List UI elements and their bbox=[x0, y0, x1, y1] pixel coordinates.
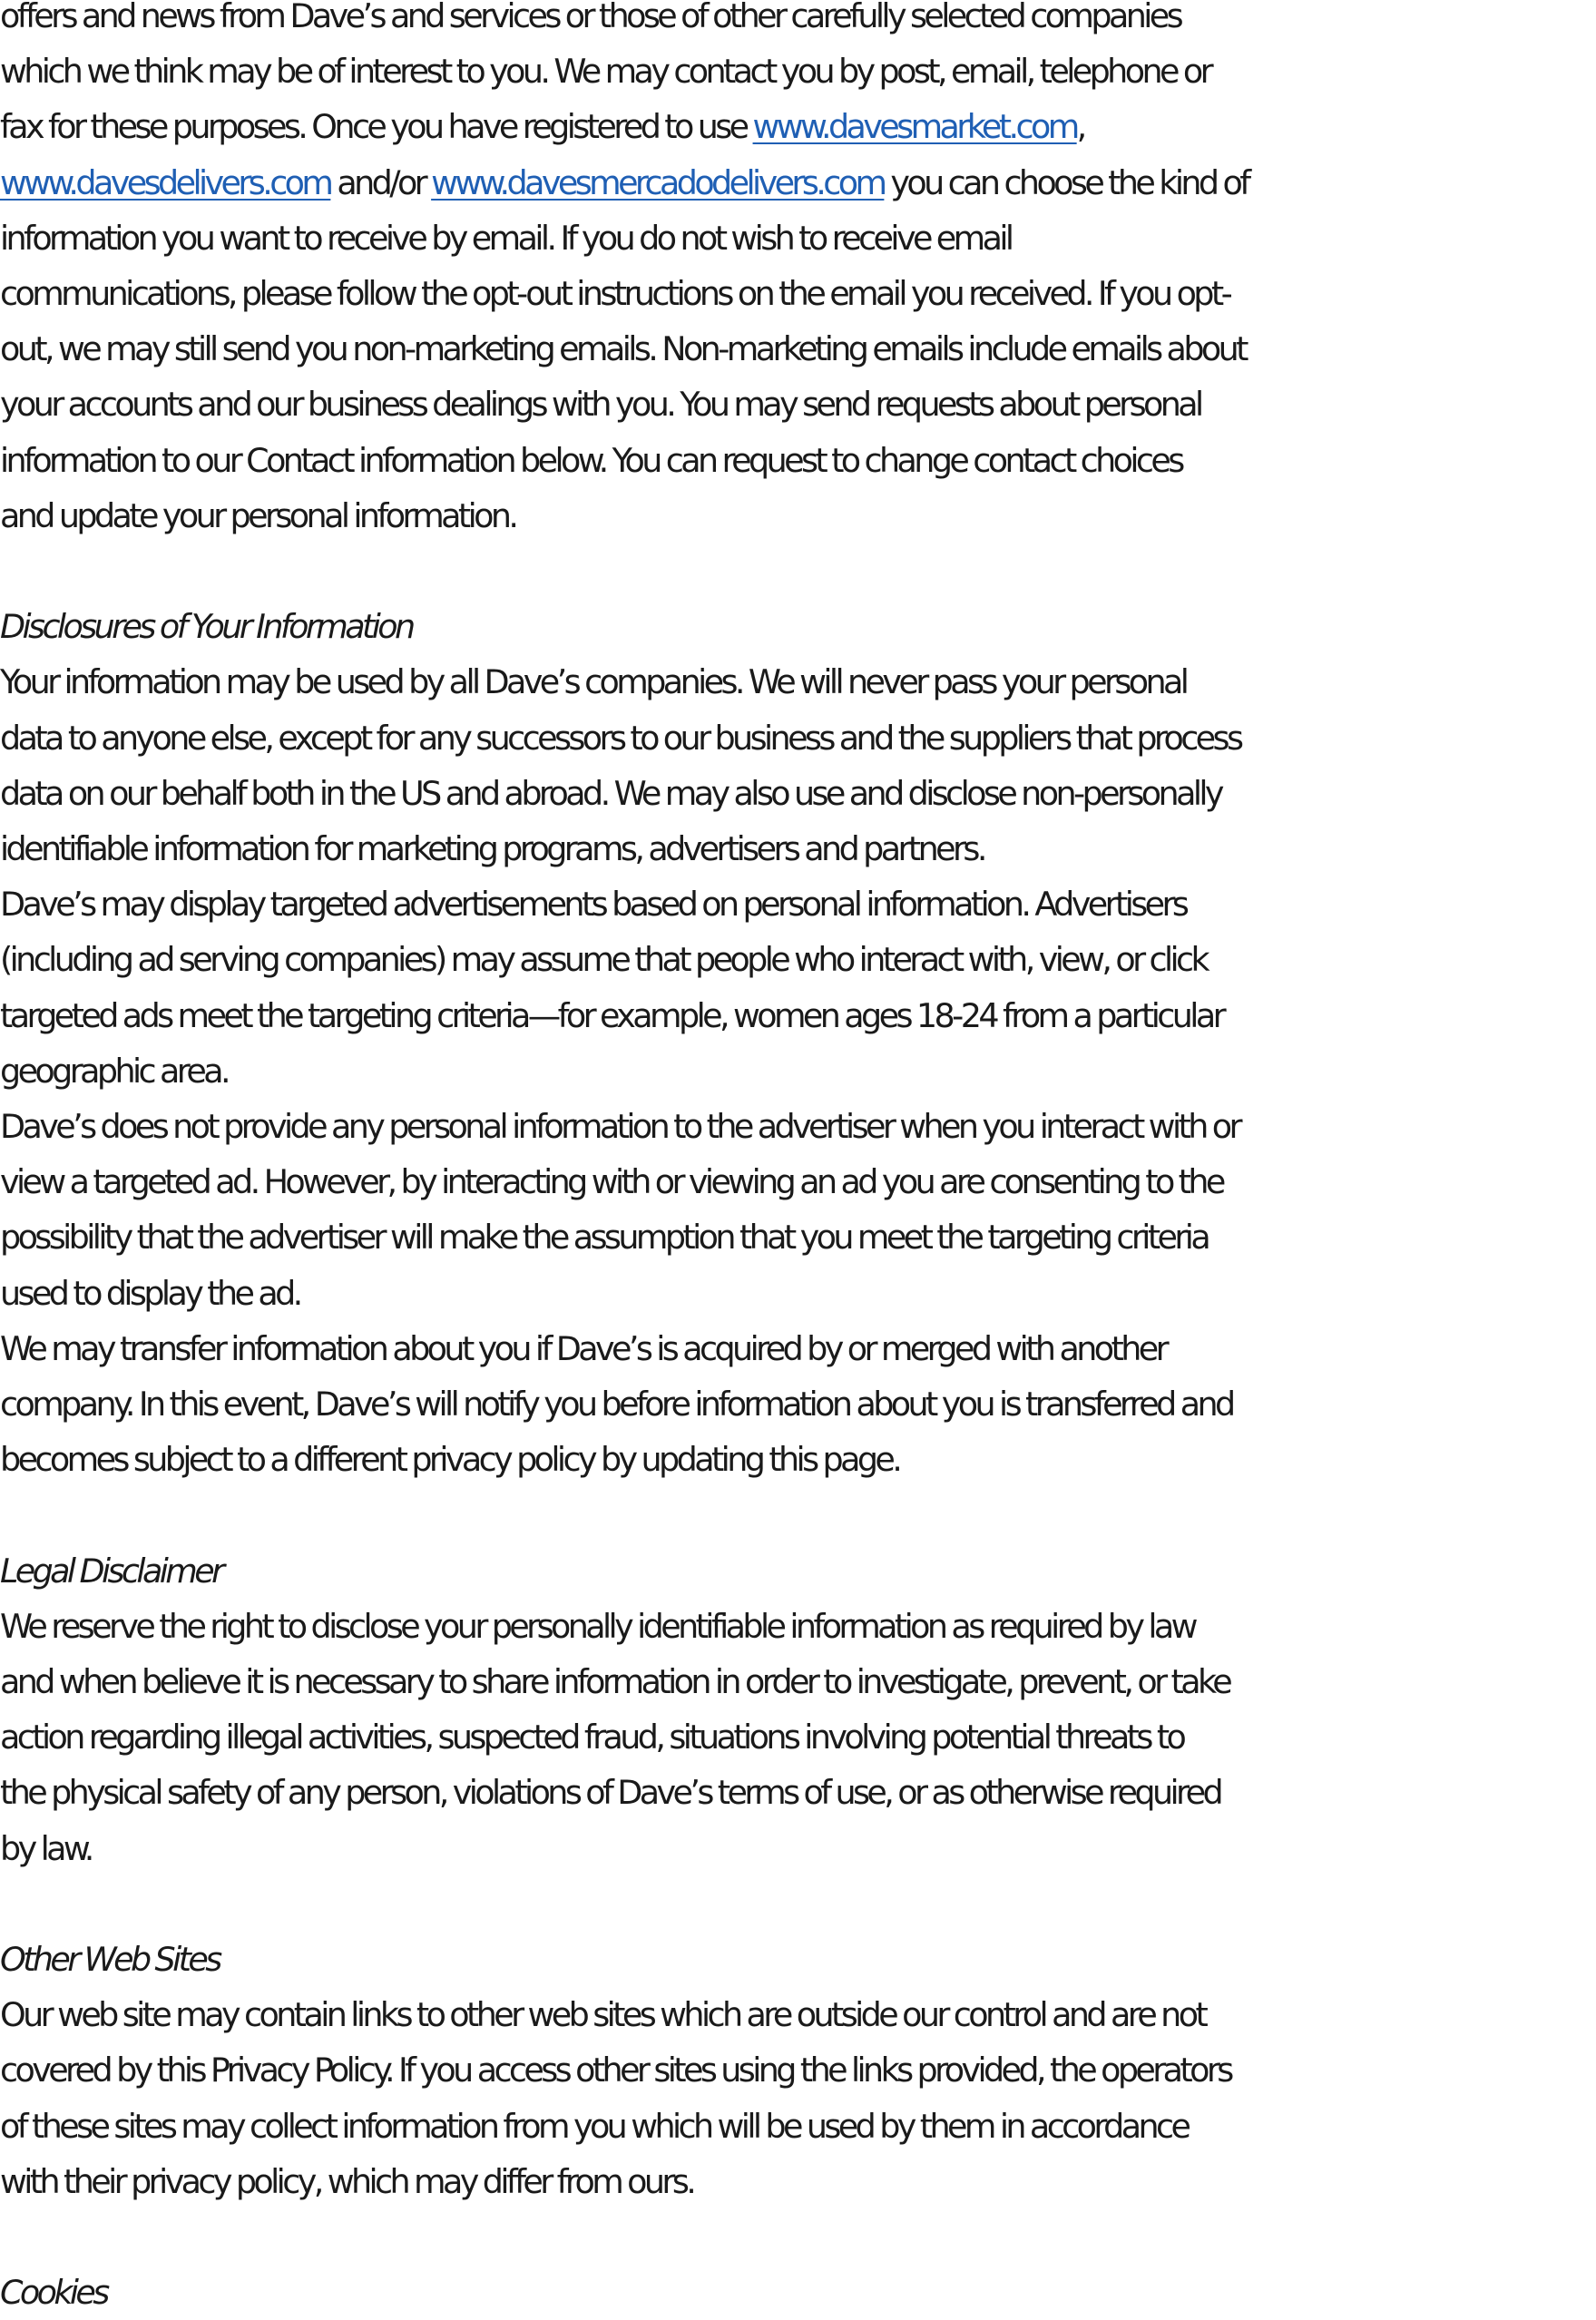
text-line: covered by this Privacy Policy. If you access other sites using the links provided, the operators bbox=[0, 2051, 1231, 2090]
text-line: of these sites may collect information from you which will be used by them in accordance bbox=[0, 2106, 1189, 2146]
paragraph-spacer bbox=[0, 543, 1596, 599]
text-line: information you want to receive by email. If you do not wish to receive email bbox=[0, 218, 1012, 258]
text-span: , bbox=[1076, 107, 1084, 147]
text-line: with their privacy policy, which may differ from ours. bbox=[0, 2161, 694, 2201]
text-line: data on our behalf both in the US and abroad. We may also use and disclose non-personally bbox=[0, 773, 1221, 813]
text-line: geographic area. bbox=[0, 1051, 229, 1091]
text-line: targeted ads meet the targeting criteria—for example, women ages 18-24 from a particular bbox=[0, 995, 1223, 1035]
section-heading: Other Web Sites bbox=[0, 1940, 220, 1980]
text-line: Dave’s does not provide any personal information to the advertiser when you interact with or bbox=[0, 1107, 1239, 1147]
text-line: communications, please follow the opt-out instructions on the email you received. If you opt- bbox=[0, 274, 1230, 314]
text-line: which we think may be of interest to you. We may contact you by post, email, telephone or bbox=[0, 52, 1210, 92]
text-line: company. In this event, Dave’s will notify you before information about you is transferred and bbox=[0, 1385, 1233, 1424]
davesmercadodelivers-link[interactable]: www.davesmercadodelivers.com bbox=[431, 162, 885, 202]
paragraph-spacer bbox=[0, 1487, 1596, 1542]
text-line: and when believe it is necessary to share information in order to investigate, prevent, or take bbox=[0, 1662, 1230, 1702]
text-line bbox=[0, 155, 1596, 210]
text-line bbox=[0, 99, 1596, 154]
paragraph-spacer bbox=[0, 2209, 1596, 2265]
text-line: action regarding illegal activities, suspected fraud, situations involving potential threats to bbox=[0, 1718, 1184, 1757]
davesmarket-link[interactable]: www.davesmarket.com bbox=[752, 107, 1077, 147]
text-line: We may transfer information about you if Dave’s is acquired by or merged with another bbox=[0, 1328, 1167, 1368]
section-heading: Disclosures of Your Information bbox=[0, 607, 413, 647]
section-heading: Cookies bbox=[0, 2273, 107, 2313]
text-span: you can choose the kind of bbox=[884, 162, 1248, 202]
text-line: out, we may still send you non-marketing emails. Non-marketing emails include emails about bbox=[0, 329, 1246, 369]
text-line: the physical safety of any person, violations of Dave’s terms of use, or as otherwise required bbox=[0, 1773, 1221, 1813]
text-span: and/or bbox=[330, 162, 432, 202]
intro-section bbox=[0, 0, 1596, 543]
text-line: used to display the ad. bbox=[0, 1273, 300, 1313]
text-line: (including ad serving companies) may assume that people who interact with, view, or click bbox=[0, 940, 1208, 980]
text-line: becomes subject to a different privacy policy by updating this page. bbox=[0, 1440, 900, 1480]
text-line: We reserve the right to disclose your personally identifiable information as required by law bbox=[0, 1606, 1195, 1646]
paragraph-spacer bbox=[0, 1876, 1596, 1932]
text-line: Dave’s may display targeted advertisements based on personal information. Advertisers bbox=[0, 885, 1187, 925]
text-line: offers and news from Dave’s and services or those of other carefully selected companies bbox=[0, 0, 1181, 35]
text-line: data to anyone else, except for any successors to our business and the suppliers that process bbox=[0, 718, 1241, 758]
section-heading: Legal Disclaimer bbox=[0, 1551, 222, 1591]
other-web-sites-section bbox=[0, 1932, 1596, 2209]
text-span: fax for these purposes. Once you have registered to use bbox=[0, 107, 753, 147]
text-line: view a targeted ad. However, by interacting with or viewing an ad you are consenting to the bbox=[0, 1162, 1223, 1202]
text-line: by law. bbox=[0, 1828, 92, 1868]
davesdelivers-link[interactable]: www.davesdelivers.com bbox=[0, 162, 331, 202]
text-line: Our web site may contain links to other web sites which are outside our control and are not bbox=[0, 1995, 1206, 2035]
text-line: information to our Contact information below. You can request to change contact choices bbox=[0, 440, 1182, 480]
disclosures-section bbox=[0, 599, 1596, 1487]
text-line: possibility that the advertiser will make the assumption that you meet the targeting criteria bbox=[0, 1218, 1209, 1258]
text-line: and update your personal information. bbox=[0, 495, 516, 535]
text-line: your accounts and our business dealings with you. You may send requests about personal bbox=[0, 385, 1201, 425]
text-line: Your information may be used by all Dave’s companies. We will never pass your personal bbox=[0, 662, 1187, 702]
legal-disclaimer-section bbox=[0, 1543, 1596, 1876]
text-line: identifiable information for marketing programs, advertisers and partners. bbox=[0, 829, 984, 869]
